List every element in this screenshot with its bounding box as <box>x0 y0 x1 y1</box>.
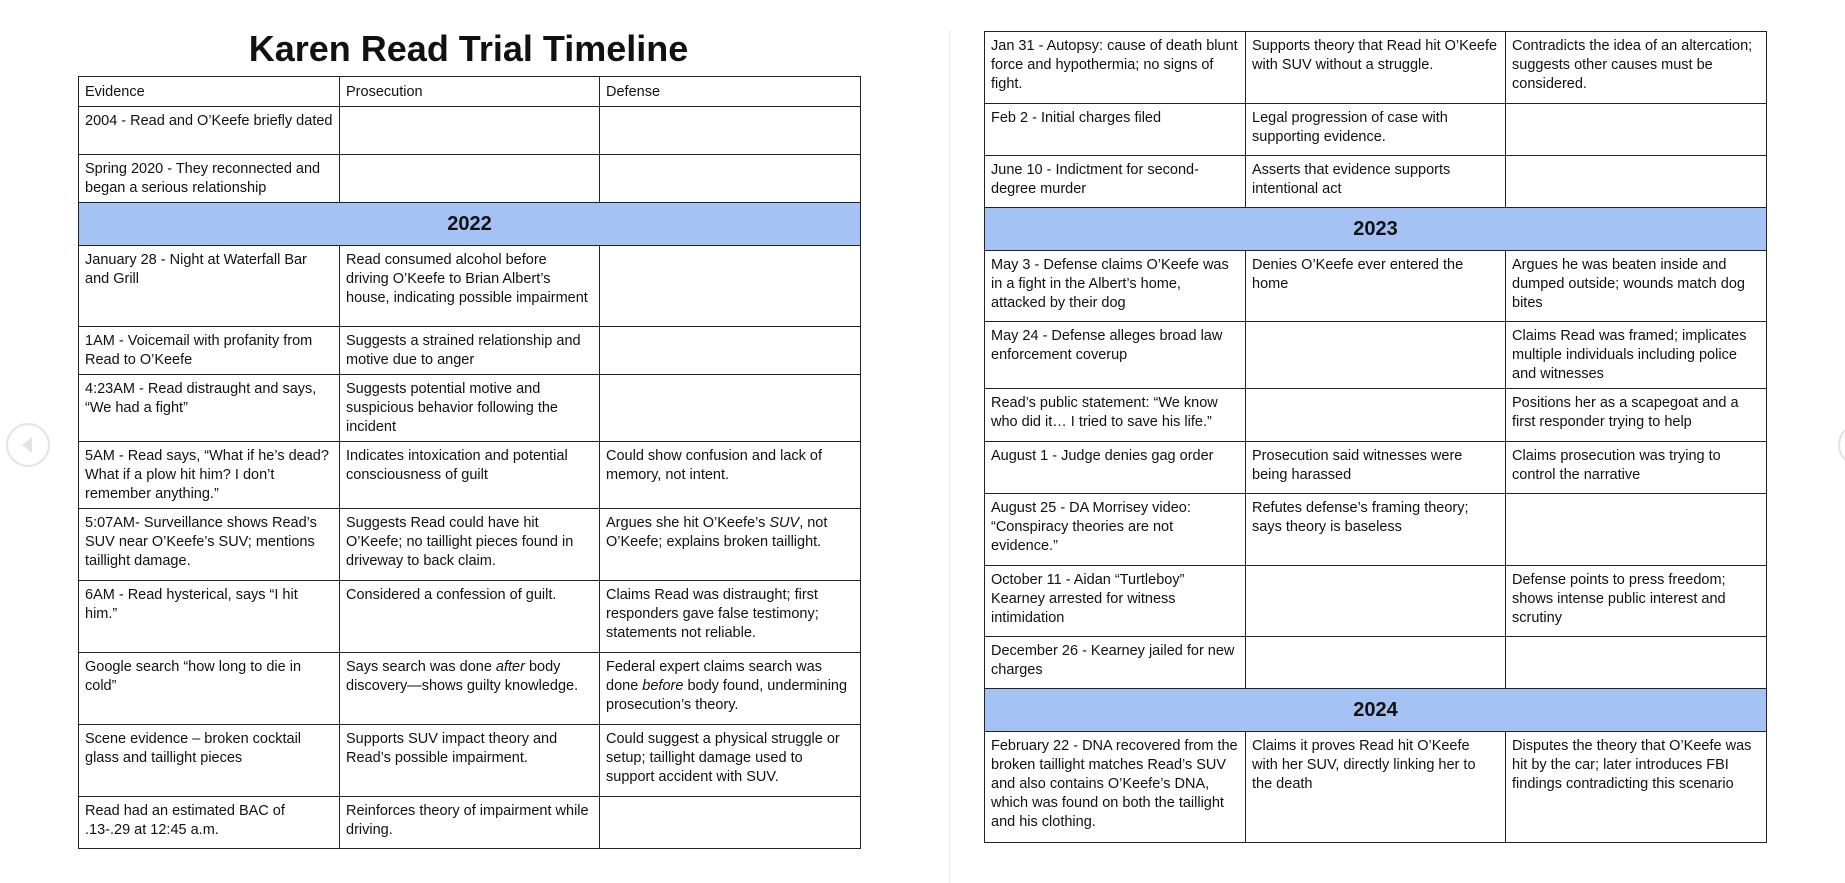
evidence-cell: May 24 - Defense alleges broad law enforcement coverup <box>985 322 1246 389</box>
prosecution-cell <box>340 155 600 203</box>
year-row-2023 <box>985 208 1767 251</box>
evidence-cell: Read’s public statement: “We know who did it… I tried to save his life.” <box>985 389 1246 442</box>
year-row-2024 <box>985 689 1767 732</box>
prosecution-cell: Suggests Read could have hit O’Keefe; no taillight pieces found in driveway to back claim. <box>340 509 600 581</box>
prosecution-text: Says search was done <box>346 659 496 675</box>
evidence-cell: Read had an estimated BAC of .13-.29 at 12:45 a.m. <box>79 797 340 849</box>
right-page <box>955 0 1845 883</box>
table-row <box>985 322 1767 389</box>
table-row <box>985 389 1767 442</box>
defense-cell <box>600 653 861 725</box>
prosecution-cell <box>1246 566 1506 637</box>
defense-cell <box>1506 494 1767 566</box>
defense-cell: Claims prosecution was trying to control the narrative <box>1506 442 1767 494</box>
prosecution-cell: Prosecution said witnesses were being harassed <box>1246 442 1506 494</box>
year-row-2022 <box>79 203 861 246</box>
evidence-cell: Scene evidence – broken cocktail glass and taillight pieces <box>79 725 340 797</box>
table-row <box>79 653 861 725</box>
table-row <box>79 581 861 653</box>
prosecution-cell: Claims it proves Read hit O’Keefe with her SUV, directly linking her to the death <box>1246 732 1506 843</box>
defense-text: body found, undermining prosecution’s theory. <box>606 678 848 713</box>
defense-cell: Could suggest a physical struggle or setup; taillight damage used to support accident with SUV. <box>600 725 861 797</box>
previous-page-button[interactable] <box>6 423 50 467</box>
defense-text: Argues she hit O’Keefe’s <box>606 515 770 531</box>
evidence-cell: August 1 - Judge denies gag order <box>985 442 1246 494</box>
prosecution-cell: Indicates intoxication and potential consciousness of guilt <box>340 442 600 509</box>
page-divider <box>949 30 950 883</box>
evidence-cell: 5:07AM- Surveillance shows Read’s SUV near O’Keefe’s SUV; mentions taillight damage. <box>79 509 340 581</box>
evidence-cell: 4:23AM - Read distraught and says, “We had a fight” <box>79 375 340 442</box>
defense-cell <box>1506 104 1767 156</box>
table-row <box>985 156 1767 208</box>
prosecution-cell: Considered a confession of guilt. <box>340 581 600 653</box>
defense-emphasis: SUV <box>769 515 800 531</box>
document-title: Karen Read Trial Timeline <box>248 28 689 69</box>
prosecution-cell: Suggests a strained relationship and motive due to anger <box>340 327 600 375</box>
defense-cell: Disputes the theory that O’Keefe was hit by the car; later introduces FBI findings contradicting this scenario <box>1506 732 1767 843</box>
defense-cell: Defense points to press freedom; shows intense public interest and scrutiny <box>1506 566 1767 637</box>
defense-text: Federal expert claims search was done <box>606 659 822 694</box>
table-row <box>79 725 861 797</box>
table-row <box>985 104 1767 156</box>
evidence-cell: June 10 - Indictment for second-degree murder <box>985 156 1246 208</box>
table-row <box>985 637 1767 689</box>
prosecution-cell <box>340 107 600 155</box>
defense-cell: Positions her as a scapegoat and a first responder trying to help <box>1506 389 1767 442</box>
evidence-cell: 1AM - Voicemail with profanity from Read to O’Keefe <box>79 327 340 375</box>
prosecution-text: body discovery—shows guilty knowledge. <box>346 659 579 694</box>
table-row <box>79 107 861 155</box>
evidence-cell: 5AM - Read says, “What if he’s dead? What if a plow hit him? I don’t remember anything.” <box>79 442 340 509</box>
defense-cell: Argues he was beaten inside and dumped outside; wounds match dog bites <box>1506 251 1767 322</box>
defense-cell: Claims Read was distraught; first responders gave false testimony; statements not reliable. <box>600 581 861 653</box>
defense-cell: Contradicts the idea of an altercation; suggests other causes must be considered. <box>1506 32 1767 104</box>
prosecution-cell: Supports theory that Read hit O’Keefe with SUV without a struggle. <box>1246 32 1506 104</box>
prosecution-cell: Suggests potential motive and suspicious behavior following the incident <box>340 375 600 442</box>
prosecution-cell: Refutes defense’s framing theory; says theory is baseless <box>1246 494 1506 566</box>
table-header-row <box>79 77 861 107</box>
evidence-cell: 2004 - Read and O’Keefe briefly dated <box>79 107 340 155</box>
year-heading: 2022 <box>79 203 861 246</box>
defense-cell <box>1506 637 1767 689</box>
table-row <box>79 327 861 375</box>
defense-cell <box>600 797 861 849</box>
prosecution-emphasis: after <box>495 659 525 675</box>
evidence-cell: Google search “how long to die in cold” <box>79 653 340 725</box>
evidence-cell: October 11 - Aidan “Turtleboy” Kearney arrested for witness intimidation <box>985 566 1246 637</box>
defense-cell <box>1506 156 1767 208</box>
evidence-cell: Jan 31 - Autopsy: cause of death blunt force and hypothermia; no signs of fight. <box>985 32 1246 104</box>
prosecution-cell: Supports SUV impact theory and Read’s possible impairment. <box>340 725 600 797</box>
prosecution-cell: Legal progression of case with supporting evidence. <box>1246 104 1506 156</box>
chevron-left-icon <box>19 436 37 454</box>
evidence-cell: January 28 - Night at Waterfall Bar and Grill <box>79 246 340 327</box>
prosecution-cell: Asserts that evidence supports intentional act <box>1246 156 1506 208</box>
defense-cell <box>600 246 861 327</box>
table-row <box>79 797 861 849</box>
header-evidence: Evidence <box>79 77 340 107</box>
table-row <box>79 442 861 509</box>
defense-cell <box>600 107 861 155</box>
prosecution-cell <box>1246 637 1506 689</box>
defense-cell <box>600 327 861 375</box>
evidence-cell: August 25 - DA Morrisey video: “Conspiracy theories are not evidence.” <box>985 494 1246 566</box>
table-row <box>985 251 1767 322</box>
evidence-cell: Feb 2 - Initial charges filed <box>985 104 1246 156</box>
table-row <box>985 732 1767 843</box>
evidence-cell: 6AM - Read hysterical, says “I hit him.” <box>79 581 340 653</box>
table-row <box>79 155 861 203</box>
table-row <box>985 442 1767 494</box>
defense-cell <box>600 155 861 203</box>
evidence-cell: Spring 2020 - They reconnected and began a serious relationship <box>79 155 340 203</box>
timeline-table-right <box>984 31 1767 843</box>
defense-cell: Could show confusion and lack of memory, not intent. <box>600 442 861 509</box>
table-row <box>985 566 1767 637</box>
table-row <box>985 494 1767 566</box>
header-defense: Defense <box>600 77 861 107</box>
table-row <box>79 509 861 581</box>
evidence-cell: May 3 - Defense claims O’Keefe was in a fight in the Albert’s home, attacked by their dog <box>985 251 1246 322</box>
table-row <box>985 32 1767 104</box>
evidence-cell: February 22 - DNA recovered from the broken taillight matches Read’s SUV and also contains O’Keefe’s DNA, which was found on both the taillight and his clothing. <box>985 732 1246 843</box>
prosecution-cell: Reinforces theory of impairment while driving. <box>340 797 600 849</box>
year-heading: 2024 <box>985 689 1767 732</box>
prosecution-cell <box>1246 322 1506 389</box>
prosecution-cell <box>340 653 600 725</box>
prosecution-cell <box>1246 389 1506 442</box>
table-row <box>79 246 861 327</box>
year-heading: 2023 <box>985 208 1767 251</box>
evidence-cell: December 26 - Kearney jailed for new charges <box>985 637 1246 689</box>
header-prosecution: Prosecution <box>340 77 600 107</box>
timeline-table-left <box>78 76 861 849</box>
defense-cell <box>600 509 861 581</box>
defense-emphasis: before <box>642 678 684 694</box>
defense-cell: Claims Read was framed; implicates multiple individuals including police and witnesses <box>1506 322 1767 389</box>
defense-cell <box>600 375 861 442</box>
table-row <box>79 375 861 442</box>
prosecution-cell: Read consumed alcohol before driving O’Keefe to Brian Albert’s house, indicating possible impairment <box>340 246 600 327</box>
defense-text: , not O’Keefe; explains broken taillight. <box>606 515 828 550</box>
prosecution-cell: Denies O’Keefe ever entered the home <box>1246 251 1506 322</box>
